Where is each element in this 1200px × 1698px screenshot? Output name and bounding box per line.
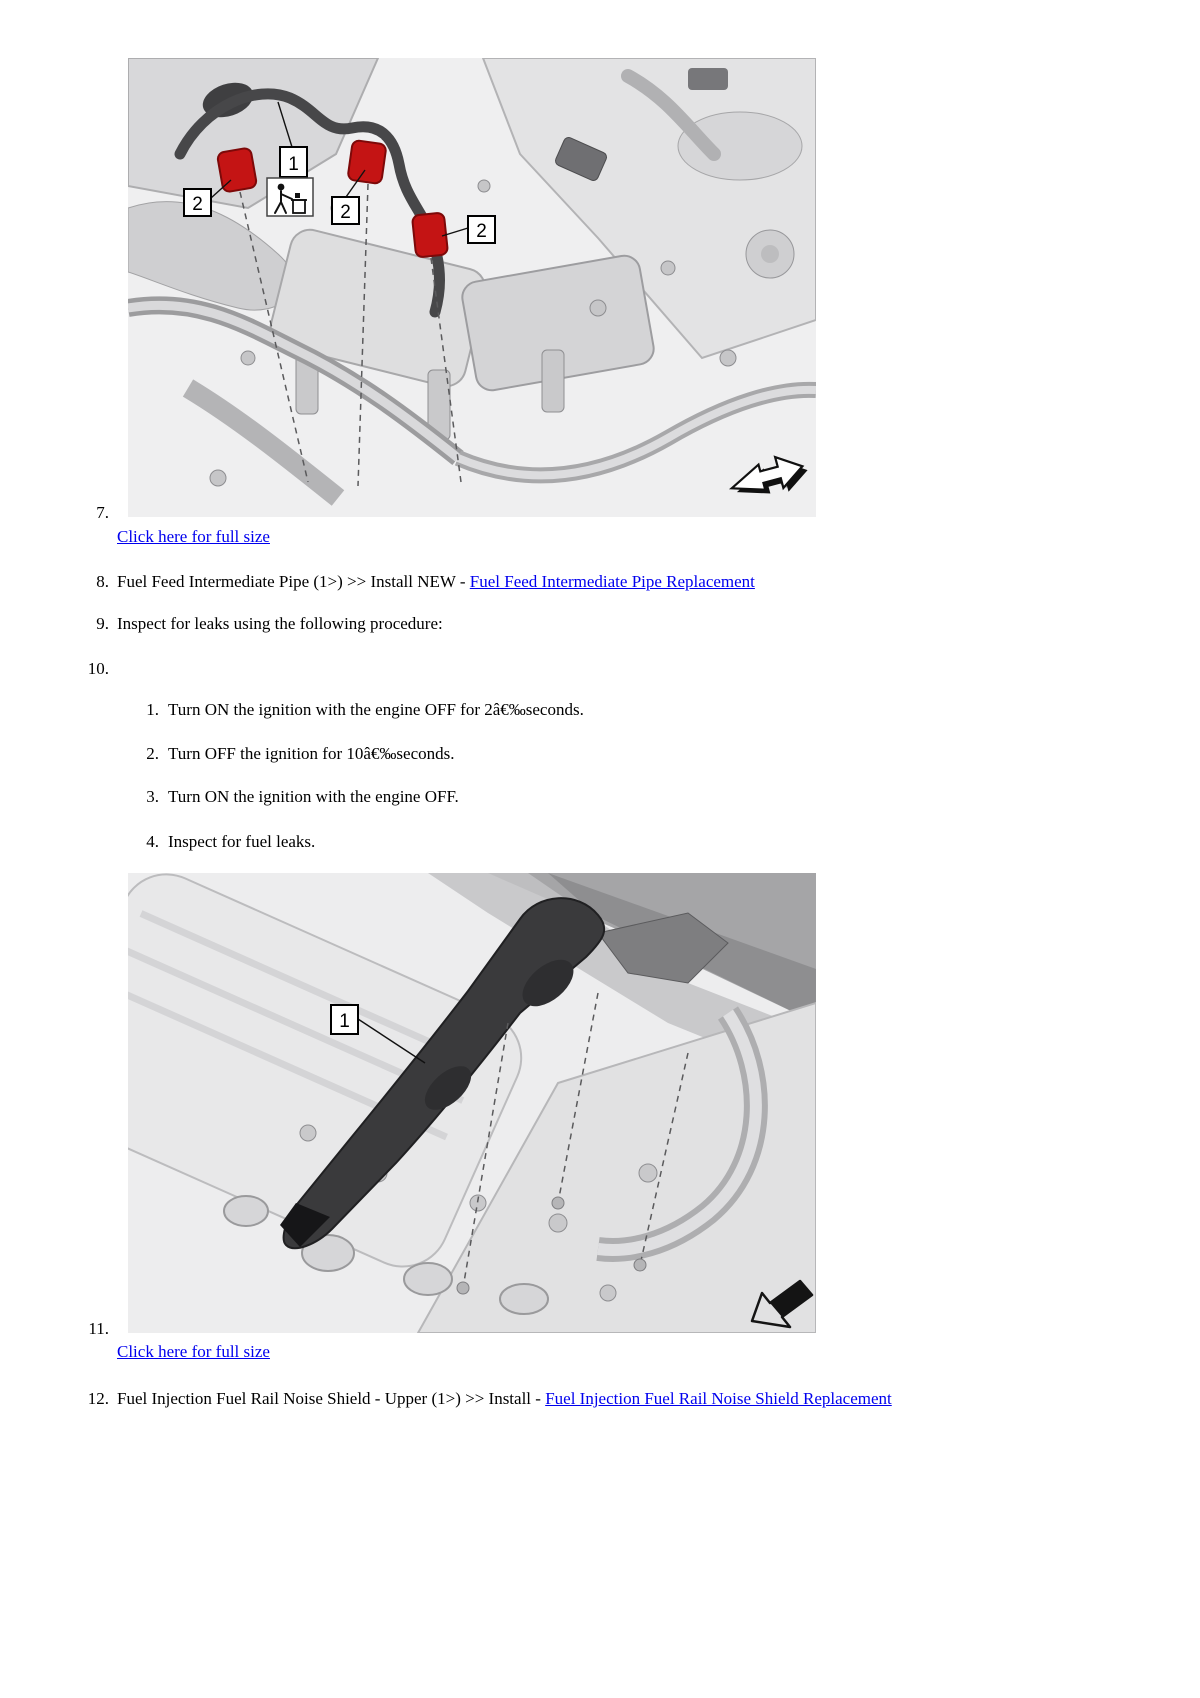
substep-number-1: 1.: [146, 700, 159, 719]
substep-3-text: Turn ON the ignition with the engine OFF.: [168, 787, 459, 806]
item-12-replacement-link[interactable]: Fuel Injection Fuel Rail Noise Shield Replacement: [545, 1389, 892, 1408]
substep-4-text: Inspect for fuel leaks.: [168, 832, 316, 851]
engine-port-inner: [761, 245, 779, 263]
full-size-link-1[interactable]: Click here for full size: [117, 527, 270, 546]
red-clip-2: [347, 140, 386, 184]
callout-2b-label: 2: [340, 202, 351, 223]
callout-2a-label: 2: [192, 194, 203, 215]
engine-illustration-1-svg: [128, 58, 816, 517]
list-number-7: 7.: [96, 503, 109, 522]
substep-number-3: 3.: [146, 787, 159, 806]
substep-number-4: 4.: [146, 832, 159, 851]
list-item-8: [117, 571, 755, 593]
list-number-11: 11.: [88, 1319, 109, 1338]
engine-detail: [678, 112, 802, 180]
engine-illustration-fuel-pipe: [128, 58, 816, 517]
list-number-9: 9.: [96, 614, 109, 633]
list-number-10: 10.: [87, 659, 109, 678]
list-number-8: 8.: [96, 572, 109, 591]
item-8-text: Fuel Feed Intermediate Pipe (1>) >> Install NEW -: [117, 572, 470, 591]
callout-2c-label: 2: [476, 221, 487, 242]
callout-1-label: 1: [339, 1011, 350, 1032]
connector-2: [688, 68, 728, 90]
list-item-12: [117, 1388, 892, 1410]
item-8-replacement-link[interactable]: Fuel Feed Intermediate Pipe Replacement: [469, 572, 755, 591]
list-item-9: Inspect for leaks using the following procedure:: [117, 614, 443, 633]
substep-1-text: Turn ON the ignition with the engine OFF for 2â€‰seconds.: [168, 700, 584, 719]
item-12-text: Fuel Injection Fuel Rail Noise Shield - Upper (1>) >> Install -: [117, 1389, 546, 1408]
engine-illustration-noise-shield: [128, 873, 816, 1333]
engine-illustration-2-svg: [128, 873, 816, 1333]
substep-number-2: 2.: [146, 744, 159, 763]
full-size-link-2[interactable]: Click here for full size: [117, 1342, 270, 1361]
red-clip-1: [217, 147, 257, 192]
red-clip-3: [412, 212, 448, 257]
list-number-12: 12.: [87, 1389, 109, 1408]
substep-2-text: Turn OFF the ignition for 10â€‰seconds.: [168, 744, 455, 763]
callout-1-label: 1: [288, 154, 299, 175]
dispose-in-trash-icon: [267, 178, 313, 216]
